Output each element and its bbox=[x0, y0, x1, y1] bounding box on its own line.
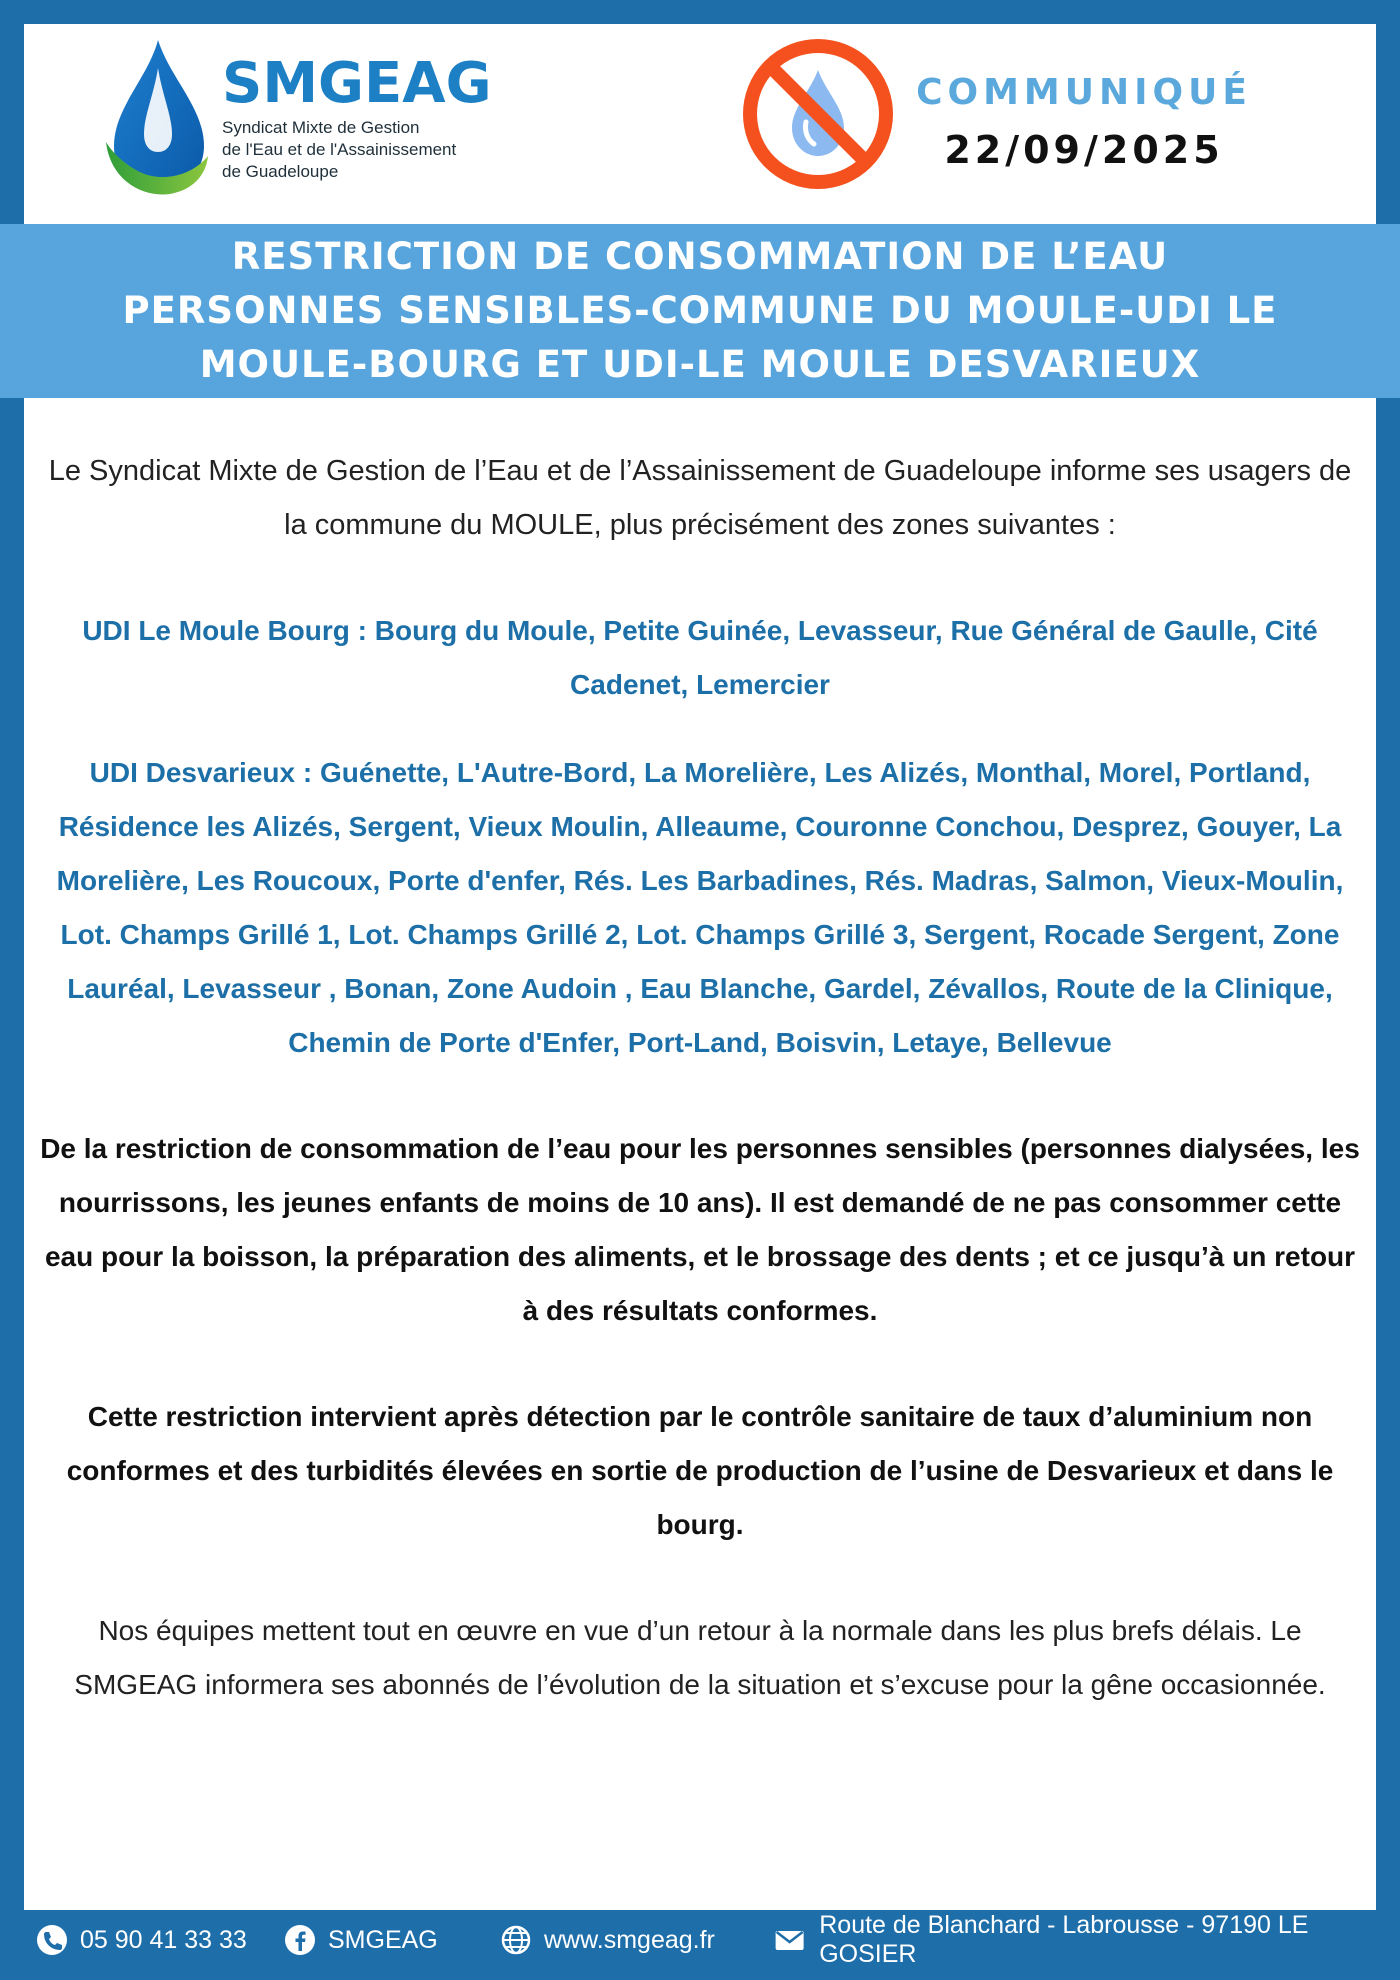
brand-block bbox=[222, 52, 492, 182]
facebook-icon bbox=[284, 1924, 316, 1956]
communique-page bbox=[24, 24, 1376, 1910]
water-drop-logo-icon bbox=[100, 38, 210, 198]
cause-paragraph: Cette restriction intervient après détection par le contrôle sanitaire de taux d’aluminium non conformes et des turbidités élevées en sortie de production de l’usine de Desvarieux et dans le bourg. bbox=[66, 1401, 1334, 1540]
zone-desvarieux: UDI Desvarieux : Guénette, L'Autre-Bord, La Morelière, Les Alizés, Monthal, Morel, Portland, Résidence les Alizés, Sergent, Vieux Moulin, Alleaume, Couronne Conchou, Desprez, Gouyer, La Morelière, Les Roucoux, Porte d'enfer, Rés. Les Barbadines, Rés. Madras, Salmon, Vieux-Moulin, Lot. Champs Grillé 1, Lot. Champs Grillé 2, Lot. Champs Grillé 3, Sergent, Rocade Sergent, Zone Lauréal, Levasseur , Bonan, Zone Audoin , Eau Blanche, Gardel, Zévallos, Route de la Clinique, Chemin de Porte d'Enfer, Port-Land, Boisvin, Letaye, Bellevue bbox=[56, 757, 1344, 1058]
mail-icon bbox=[772, 1924, 807, 1956]
closing-paragraph: Nos équipes mettent tout en œuvre en vue d’un retour à la normale dans les plus brefs délais. Le SMGEAG informera ses abonnés de l’évolution de la situation et s’excuse pour la gêne occasionnée. bbox=[74, 1615, 1326, 1700]
header bbox=[24, 24, 1376, 224]
page-title: COMMUNIQUÉ bbox=[916, 72, 1252, 113]
footer-website[interactable] bbox=[500, 1920, 715, 1960]
communique-date: 22/09/2025 bbox=[944, 128, 1224, 172]
phone-number: 05 90 41 33 33 bbox=[80, 1925, 247, 1954]
restriction-paragraph: De la restriction de consommation de l’eau pour les personnes sensibles (personnes dialysées, les nourrissons, les jeunes enfants de moins de 10 ans). Il est demandé de ne pas consommer cette eau pour la boisson, la préparation des aliments, et le brossage des dents ; et ce jusqu’à un retour à des résultats conformes. bbox=[40, 1133, 1360, 1326]
postal-address: Route de Blanchard - Labrousse - 97190 LE GOSIER bbox=[819, 1911, 1309, 1968]
brand-subtitle-line3: de Guadeloupe bbox=[222, 162, 339, 181]
brand-subtitle-line2: de l'Eau et de l'Assainissement bbox=[222, 140, 457, 159]
footer-phone[interactable] bbox=[36, 1920, 247, 1960]
footer-address bbox=[772, 1911, 1400, 1968]
headline-line2: PERSONNES SENSIBLES-COMMUNE DU MOULE-UDI LE bbox=[122, 289, 1278, 332]
headline-text bbox=[110, 230, 1290, 392]
brand-subtitle-line1: Syndicat Mixte de Gestion bbox=[222, 118, 420, 137]
brand-name: SMGEAG bbox=[222, 51, 492, 116]
globe-icon bbox=[500, 1924, 532, 1956]
headline-banner bbox=[0, 224, 1400, 398]
no-water-icon bbox=[740, 36, 896, 192]
headline-line3: MOULE-BOURG ET UDI-LE MOULE DESVARIEUX bbox=[199, 343, 1201, 386]
communique-body bbox=[24, 444, 1376, 1712]
zone-moule-bourg: UDI Le Moule Bourg : Bourg du Moule, Petite Guinée, Levasseur, Rue Général de Gaulle, Cité Cadenet, Lemercier bbox=[82, 615, 1318, 700]
footer-facebook[interactable] bbox=[284, 1920, 438, 1960]
phone-icon bbox=[36, 1924, 68, 1956]
intro-paragraph: Le Syndicat Mixte de Gestion de l’Eau et de l’Assainissement de Guadeloupe informe ses usagers de la commune du MOULE, plus précisément des zones suivantes : bbox=[48, 455, 1352, 541]
facebook-handle: SMGEAG bbox=[328, 1925, 438, 1954]
headline-line1: RESTRICTION DE CONSOMMATION DE L’EAU bbox=[231, 235, 1169, 278]
website-link: www.smgeag.fr bbox=[544, 1925, 715, 1954]
footer bbox=[0, 1912, 1400, 1968]
